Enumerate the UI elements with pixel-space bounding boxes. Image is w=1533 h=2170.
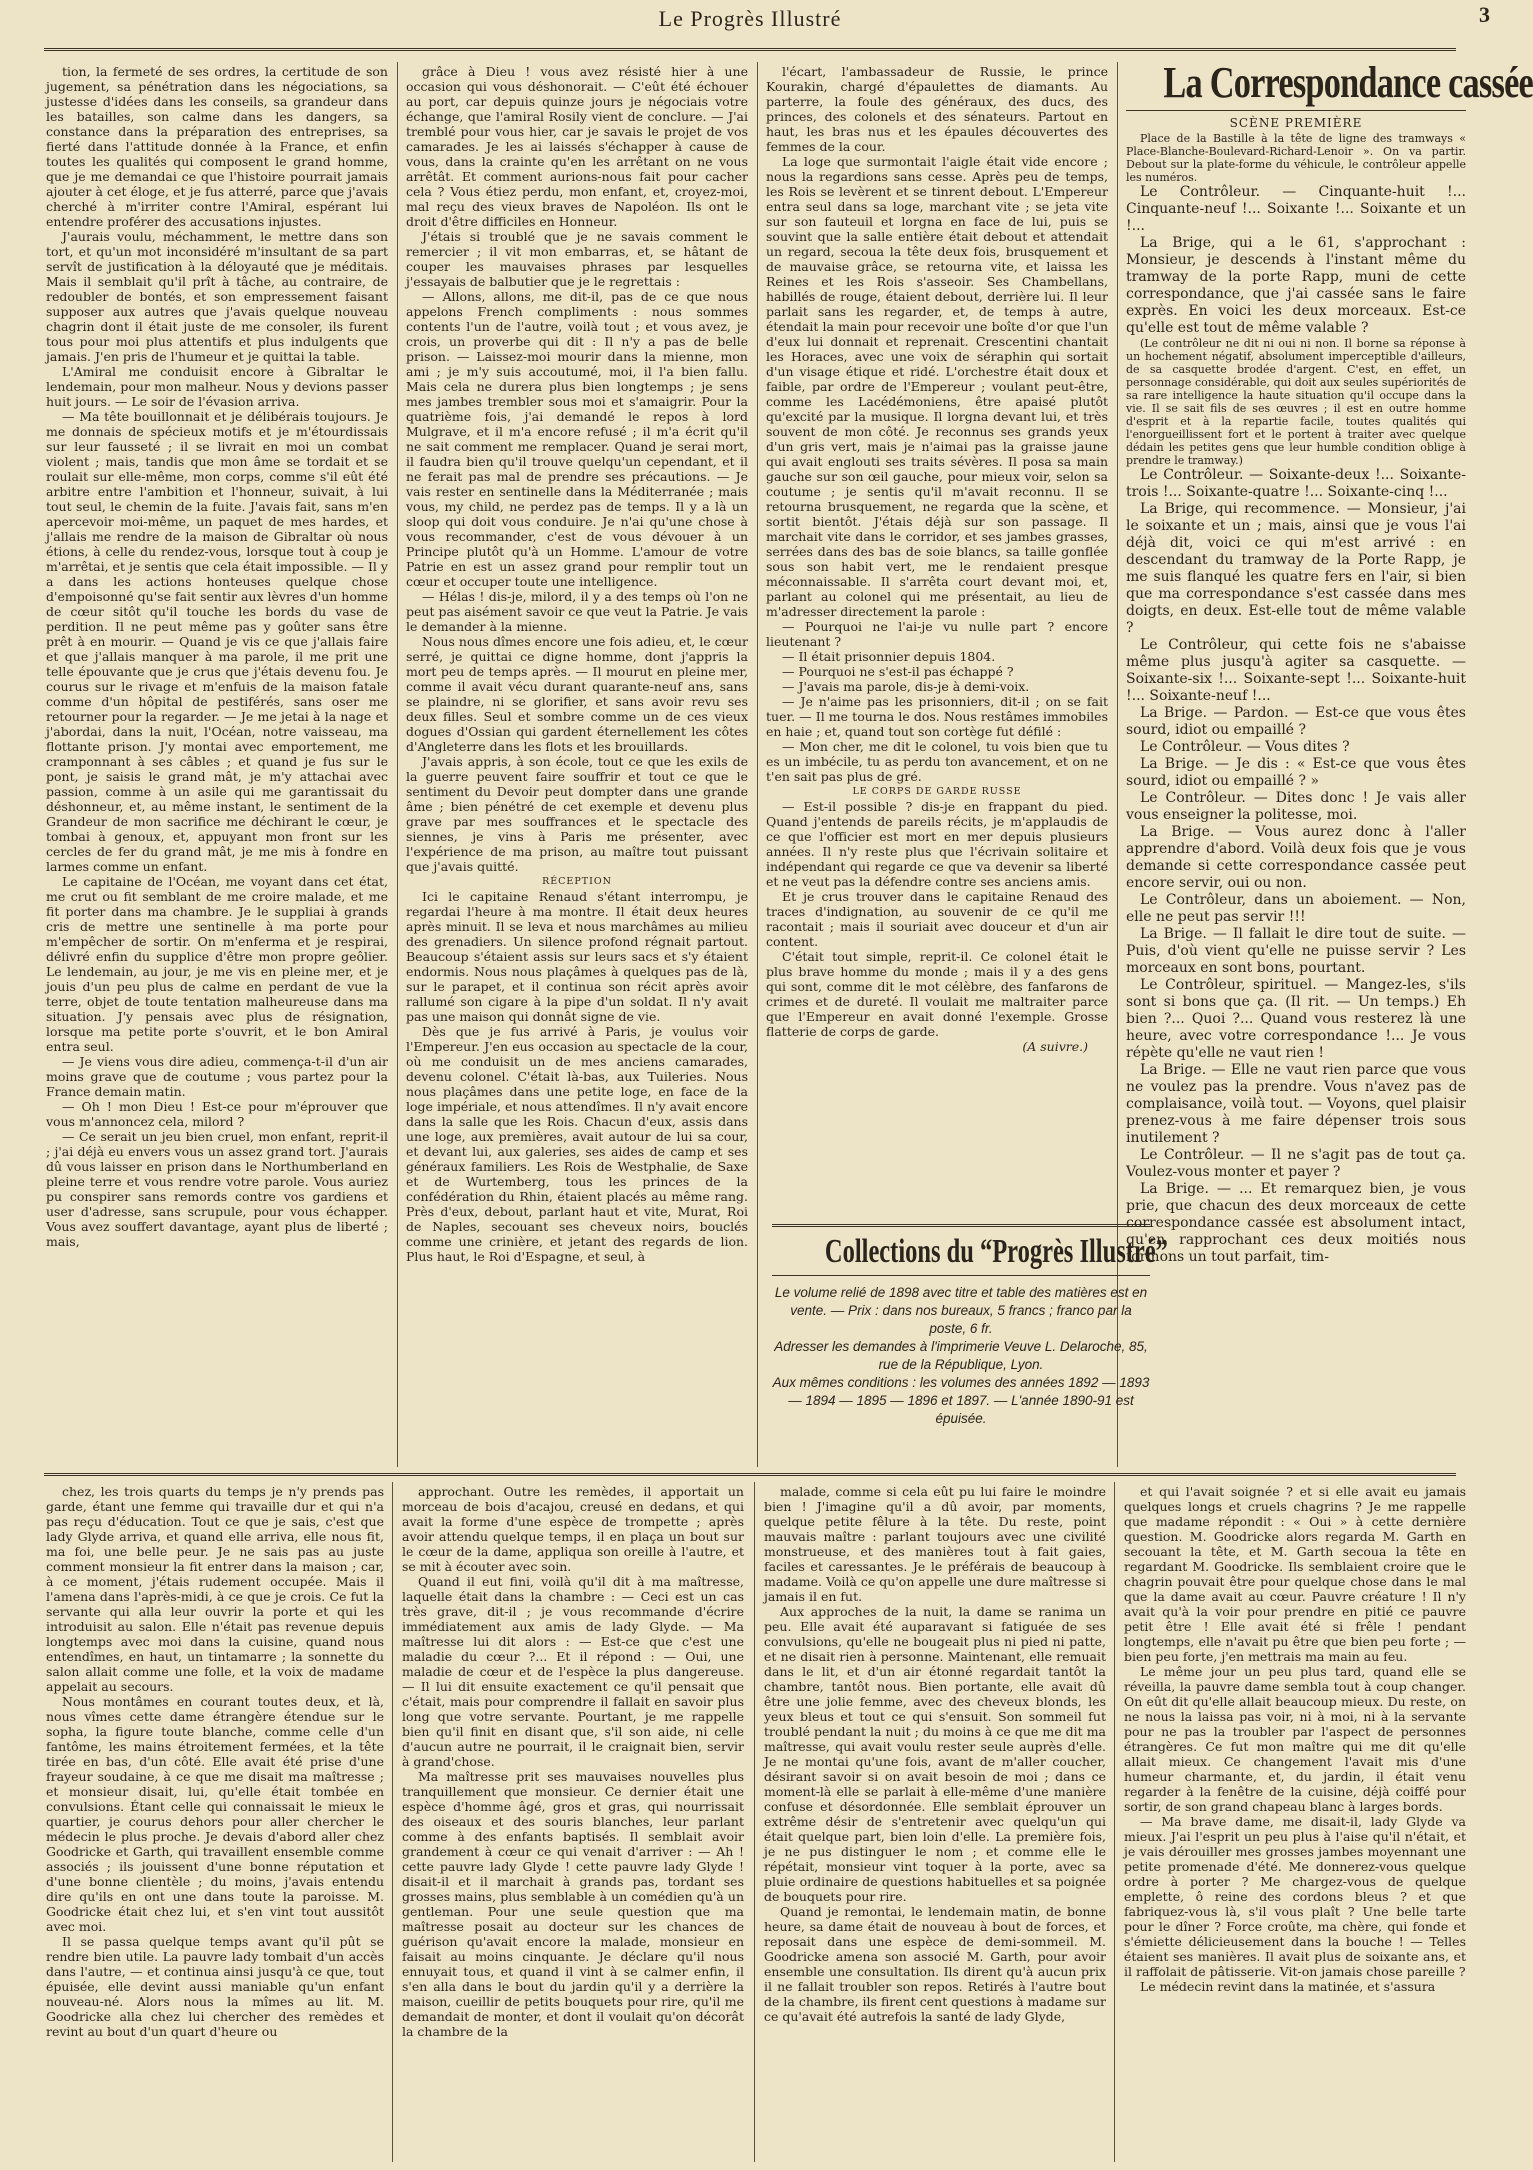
column-divider xyxy=(392,1482,393,2162)
dialogue-line: La Brige, qui recommence. — Monsieur, j'ai le soixante et un ; mais, ainsi que je vous l'ai déjà dit, voici ce qui m'est arrivé : en descendant du tramway de la Porte Rapp, je me suis flanqué les quatre fers en l'air, si bien que ma correspondance s'est cassée dans mes doigts, en deux. Est-elle tout de même valable ? xyxy=(1126,501,1466,636)
dialogue-line: La Brige. — Vous aurez donc à l'aller apprendre d'abord. Voilà deux fois que je vous demande si cette correspondance cassée peut encore servir, oui ou non. xyxy=(1126,824,1466,891)
paragraph: grâce à Dieu ! vous avez résisté hier à une occasion qui vous déshonorait. — C'eût été échouer au port, car depuis quinze jours je négociais votre échange, que l'amiral Rosily vient de conclure. — J'ai tremblé pour vous hier, car je savais le projet de vos camarades. Je les ai laissés s'échapper à cause de vous, dans la crainte qu'en les arrêtant on ne vous arrêtât. Et comment aurions-nous fait pour cacher cela ? Vous étiez perdu, mon enfant, et, croyez-moi, mal reçu des vieux braves de Napoléon. Ils ont le droit d'être difficiles en Honneur. xyxy=(406,64,748,229)
masthead-title: Le Progrès Illustré xyxy=(658,6,842,31)
paragraph: J'avais appris, à son école, tout ce que les exils de la guerre peuvent faire souffrir et tout ce que le sentiment du Devoir peut dompter dans une grande âme ; bien pénétré de cet exemple et devenu plus grave par mes souffrances et le spectacle des siennes, je vins à Paris me présenter, avec l'expérience de ma prison, au maître tout puissant que j'avais quitté. xyxy=(406,754,748,874)
stage-directions xyxy=(1126,132,1466,184)
paragraph: Le même jour un peu plus tard, quand elle se réveilla, la pauvre dame sembla tout à coup changer. On eût dit qu'elle allait beaucoup mieux. Du reste, on ne nous la laissa pas voir, ni à moi, ni à la servante pour ne pas la troubler par l'aspect de personnes étrangères. Ce fut mon maître qui me dit qu'elle allait mieux. Ce changement l'avait mis d'une humeur charmante, et, du jardin, il était venu regarder à la fenêtre de la cuisine, déjà coiffé pour sortir, de son grand chapeau blanc à larges bords. xyxy=(1124,1664,1466,1814)
paragraph: — Ma brave dame, me disait-il, lady Glyde va mieux. J'ai l'esprit un peu plus à l'aise qu'il n'était, et je vais dérouiller mes grosses jambes moyennant une petite promenade d'été. Me donnerez-vous quelque ordre à porter ? Me chargez-vous de quelque emplette, ô reine des cordons bleus ? et que fabriquez-vous là, s'il vous plaît ? Une belle tarte pour le dîner ? Force croûte, ma chère, qui fonde et s'émiette délicieusement dans la bouche ! — Telles étaient ses manières. Il avait plus de soixante ans, et il raffolait de pâtisserie. Vit-on jamais chose pareille ? xyxy=(1124,1814,1466,1979)
page-number: 3 xyxy=(1479,2,1490,27)
dialogue-line: La Brige. — Elle ne vaut rien parce que vous ne voulez pas la prendre. Vous n'avez pas de complaisance, voilà tout. — Voyons, quel plaisir prenez-vous à me faire dépenser trois sous inutilement ? xyxy=(1126,1062,1466,1146)
paragraph: tion, la fermeté de ses ordres, la certitude de son jugement, sa pénétration dans les négociations, sa justesse d'idées dans les conseils, sa grandeur dans les batailles, son calme dans les dangers, sa constance dans la préparation des entreprises, sa fierté dans l'attitude donnée à la France, et enfin toutes les qualités qui composent le grand homme, que je me demandai ce que l'histoire pourrait jamais ajouter à cet éloge, et je fus atterré, parce que j'avais cherché à m'irriter contre l'Amiral, espérant lui entendre proférer des accusations injustes. xyxy=(46,64,388,229)
paragraph: C'était tout simple, reprit-il. Ce colonel était le plus brave homme du monde ; mais il y a des gens qui sont, comme dit le mot célèbre, des fanfarons de crimes et de dureté. Il voulait me maltraiter parce que l'Empereur en avait donné l'exemple. Grosse flatterie de corps de garde. xyxy=(766,949,1108,1039)
notice-line: Aux mêmes conditions : les volumes des années 1892 — 1893 — 1894 — 1895 — 1896 et 1897. — L'année 1890-91 est épuisée. xyxy=(772,1375,1150,1426)
paragraph: chez, les trois quarts du temps je n'y prends pas garde, étant une femme qui travaille dur et qui n'a pas reçu d'éducation. Tout ce que je sais, c'est que lady Glyde arriva, et quand elle arriva, elle nous fit, ma foi, une belle peur. Je ne sais pas au juste comment monsieur la fit entrer dans la maison ; car, à ce moment, j'étais rudement occupée. Mais il l'amena dans l'après-midi, à ce que je crois. Ce fut la servante qui alla leur ouvrir la porte et qui les introduisit au salon. Elle n'était pas revenue depuis longtemps avec moi dans la cuisine, quand nous entendîmes, en haut, un tintamarre ; la sonnette du salon allait comme une folle, et la voix de madame appelait au secours. xyxy=(46,1484,384,1694)
dialogue-line: Le Contrôleur. — Soixante-deux !... Soixante-trois !... Soixante-quatre !... Soixante-cinq !... xyxy=(1126,467,1466,500)
section-heading: RÉCEPTION xyxy=(542,876,612,887)
dialogue-line: La Brige. — ... Et remarquez bien, je vous prie, que chacun des deux morceaux de cette correspondance cassée est absolument intact, qu'en rapprochant ces deux moitiés nous formons un tout parfait, tim- xyxy=(1126,1181,1466,1265)
article-column-1 xyxy=(46,64,388,1466)
paragraph: — Pourquoi ne s'est-il pas échappé ? xyxy=(782,664,1014,679)
feuilleton-column-1 xyxy=(46,1484,384,2162)
dialogue-line: La Brige. — Je dis : « Est-ce que vous êtes sourd, idiot ou empaillé ? » xyxy=(1126,756,1466,789)
title-rule xyxy=(1126,110,1466,111)
masthead-rule xyxy=(44,48,1456,51)
dialogue-line: Le Contrôleur. — Dites donc ! Je vais aller vous enseigner la politesse, moi. xyxy=(1126,790,1466,823)
dialogue-line: Le Contrôleur, dans un aboiement. — Non, elle ne peut pas servir !!! xyxy=(1126,892,1466,925)
paragraph: Ma maîtresse prit ses mauvaises nouvelles plus tranquillement que monsieur. Ce dernier était une espèce d'homme âgé, gros et gras, qui nourrissait des oiseaux et des souris blanches, leur parlant comme à des enfants baptisés. Il semblait avoir grandement à cœur ce qui venait d'arriver : — Ah ! cette pauvre lady Glyde ! cette pauvre lady Glyde ! disait-il et il marchait à grands pas, tordant ses grosses mains, plus semblable à un comédien qu'à un gentleman. Pour une seule question que ma maîtresse posait au docteur sur les chances de guérison qu'avait encore la malade, monsieur en faisait au moins cinquante. Je déclare qu'il nous ennuyait tous, et quand il vint à se calmer enfin, il s'en alla dans le bout du jardin qu'il y a derrière la maison, cueillir de petits bouquets pour rire, qu'il me demandait de monter, et dont il voulait qu'on décorât la chambre de la xyxy=(402,1769,744,2039)
collections-title: Collections du “Progrès Illustré” xyxy=(824,1233,1168,1270)
play-column xyxy=(1126,58,1533,1466)
dialogue-line: Le Contrôleur. — Vous dites ? xyxy=(1140,739,1350,755)
paragraph: malade, comme si cela eût pu lui faire le moindre bien ! J'imagine qu'il a dû avoir, par moments, quelque petite fêlure à la tête. Du reste, point mauvais maître : parlant toujours avec une civilité monstrueuse, et des manières tout à fait gaies, faciles et caressantes. Je le préférais de beaucoup à madame. Voilà ce qu'on appelle une dure maîtresse si jamais il en fut. xyxy=(764,1484,1106,1604)
feuilleton-column-2 xyxy=(402,1484,744,2162)
paragraph: — J'avais ma parole, dis-je à demi-voix. xyxy=(782,679,1030,694)
paragraph: — Mon cher, me dit le colonel, tu vois bien que tu es un imbécile, tu as perdu ton avancement, et on ne t'en sait pas plus de gré. xyxy=(766,739,1108,784)
paragraph: Dès que je fus arrivé à Paris, je voulus voir l'Empereur. J'en eus occasion au spectacle de la cour, où me conduisit un de mes anciens camarades, devenu colonel. C'était là-bas, aux Tuileries. Nous nous plaçâmes dans une petite loge, en face de la loge impériale, et nous attendîmes. Il n'y avait encore dans la salle que les Rois. Chacun d'eux, assis dans une loge, aux premières, avait autour de lui sa cour, et devant lui, aux galeries, ses aides de camp et ses généraux familiers. Les Rois de Westphalie, de Saxe et de Wurtemberg, tous les princes de la confédération du Rhin, étaient placés au même rang. Près d'eux, debout, parlant haut et vite, Murat, Roi de Naples, secouant ses cheveux noirs, bouclés comme une crinière, et jetant des regards de lion. Plus haut, le Roi d'Espagne, et seul, à xyxy=(406,1024,748,1264)
paragraph: Nous nous dîmes encore une fois adieu, et, le cœur serré, je quittai ce digne homme, dont j'appris la mort peu de temps après. — Il mourut en pleine mer, comme il avait vécu durant quarante-neuf ans, sans se plaindre, ni se glorifier, et sans avoir revu ses deux filles. Seul et sombre comme un de ces vieux dogues d'Ossian qui gardent éternellement les côtes d'Angleterre dans les flots et les brouillards. xyxy=(406,634,748,754)
paragraph: Le capitaine de l'Océan, me voyant dans cet état, me crut ou fit semblant de me croire malade, et me fit porter dans ma chambre. Je le suppliai à grands cris de mettre une sentinelle à ma porte pour m'empêcher de sortir. On m'enferma et je respirai, délivré enfin du supplice d'être mon propre geôlier. Le lendemain, au jour, je me vis en pleine mer, et je jouis d'un peu plus de calme en perdant de vue la terre, objet de toute tentation malheureuse dans ma situation. J'y pensais avec plus de résignation, lorsque ma petite porte s'ouvrit, et le bon Amiral entra seul. xyxy=(46,874,388,1054)
stage-text: Place de la Bastille à la tête de ligne des tramways « Place-Blanche-Boulevard-Richard-Lenoir ». On va partir. Debout sur la plate-forme du véhicule, le contrôleur appelle les numéros. xyxy=(1126,132,1466,184)
paragraph: l'écart, l'ambassadeur de Russie, le prince Kourakin, chargé d'épaulettes de diamants. Au parterre, la foule des généraux, des ducs, des princes, des colonels et des sénateurs. Partout en haut, les bras nus et les épaules découvertes des femmes de la cour. xyxy=(766,64,1108,154)
paragraph: — Je viens vous dire adieu, commença-t-il d'un air moins grave que de coutume ; vous partez pour la France demain matin. xyxy=(46,1054,388,1099)
collections-body xyxy=(772,1284,1150,1428)
paragraph: — Ma tête bouillonnait et je délibérais toujours. Je me donnais de spécieux motifs et je m'étourdissais sur leur fausseté ; il se livrait en moi un combat violent ; mais, tandis que mon âme se tordait et se roulait sur elle-même, mon corps, comme s'il eût été arbitre entre l'ambition et l'honneur, suivait, à lui tout seul, le chemin de la fuite. J'avais fait, sans m'en apercevoir moi-même, un paquet de mes hardes, et j'allais me rendre de la maison de Gibraltar où nous étions, à celle du rendez-vous, lorsque tout à coup je m'arrêtai, et je sentis que cela était impossible. — Il y a dans les actions honteuses quelque chose d'empoisonné qu'se fait sentir aux lèvres d'un homme de cœur sitôt qu'il touche les bords du vase de perdition. Il ne peut même pas y goûter sans être prêt à en mourir. — Quand je vis ce que j'allais faire et que j'allais manquer à ma parole, il me prit une telle épouvante que je crus que j'étais devenu fou. Je courus sur le rivage et m'enfuis de la maison fatale comme d'un hôpital de pestiférés, sans oser me retourner pour la regarder. — Je me jetai à la nage et j'abordai, dans la nuit, l'Océan, notre vaisseau, ma flottante prison. J'y montai avec emportement, me cramponnant à ses câbles ; et quand je fus sur le pont, je saisis le grand mât, je m'y attachai avec passion, comme à un asile qui me garantissait du déshonneur, et, au même instant, le sentiment de la Grandeur de mon sacrifice me déchirant le cœur, je tombai à genoux, et, appuyant mon front sur les cercles de fer du grand mât, je me mis à fondre en larmes comme un enfant. xyxy=(46,409,388,874)
to-be-continued: (A suivre.) xyxy=(1022,1039,1088,1054)
paragraph: Nous montâmes en courant toutes deux, et là, nous vîmes cette dame étrangère étendue sur le sopha, la figure toute blanche, comme celle d'un fantôme, les mains étroitement fermées, et la tête tirée en bas, d'un côté. Elle avait été prise d'une frayeur soudaine, à ce que me disait ma maîtresse ; et monsieur disait, lui, qu'elle était tombée en convulsions. Étant celle qui connaissait le mieux le quartier, je courus dehors pour aller chercher le médecin le plus proche. Je devais d'abord aller chez Goodricke et Garth, qui travaillent ensemble comme associés ; ils jouissent d'une bonne réputation et d'une bonne clientèle ; du moins, j'avais entendu dire qu'ils en ont une dans toute la paroisse. M. Goodricke était chez lui, et s'en vint tout aussitôt avec moi. xyxy=(46,1694,384,1934)
paragraph: — Ce serait un jeu bien cruel, mon enfant, reprit-il ; j'ai déjà eu envers vous un assez grand tort. J'aurais dû vous laisser en prison dans le Northumberland en pleine terre et vous rendre votre parole. Vous auriez pu conspirer sans remords contre vos gardiens et user d'adresse, sans scrupule, pour vous échapper. Vous avez souffert davantage, ayant plus de liberté ; mais, xyxy=(46,1129,388,1249)
paragraph: Quand je remontai, le lendemain matin, de bonne heure, sa dame était de nouveau à bout de forces, et reposait dans une espèce de demi-sommeil. M. Goodricke amena son associé M. Garth, pour avoir ensemble une consultation. Ils dirent qu'à aucun prix il ne fallait troubler son repos. Retirés à l'autre bout de la chambre, ils firent cent questions à madame sur ce qu'avait été autrefois la santé de lady Glyde, xyxy=(764,1904,1106,2024)
paragraph: Aux approches de la nuit, la dame se ranima un peu. Elle avait été auparavant si fatiguée de ses convulsions, qu'elle ne bougeait plus ni pied ni patte, et ne disait rien à personne. Maintenant, elle remuait dans le lit, et d'un air étonné regardait tantôt la chambre, tantôt nous. Bien portante, elle avait dû être une jolie femme, avec des cheveux blonds, les yeux bleus et tout ce qui s'ensuit. Son sommeil fut troublé pendant la nuit ; du moins à ce que me dit ma maîtresse, qui avait voulu rester seule auprès d'elle. Je ne montai qu'une fois, avant de m'aller coucher, désirant savoir si on avait besoin de moi ; dans ce moment-là elle se parlait à elle-même d'une manière confuse et désordonnée. Elle semblait éprouver un extrême désir de s'entretenir avec quelqu'un qui était quelque part, bien loin d'elle. La première fois, je ne pus distinguer le nom ; et comme elle le répétait, monsieur vint toquer à la porte, avec sa pluie ordinaire de questions habituelles et sa poignée de bouquets pour rire. xyxy=(764,1604,1106,1904)
section-heading: LE CORPS DE GARDE RUSSE xyxy=(852,786,1022,797)
dialogue-line: La Brige. — Pardon. — Est-ce que vous êtes sourd, idiot ou empaillé ? xyxy=(1126,705,1466,738)
paragraph: — Il était prisonnier depuis 1804. xyxy=(782,649,996,664)
dialogue-line: La Brige, qui a le 61, s'approchant : Monsieur, je descends à l'instant même du tramway de la porte Rapp, muni de cette correspondance, que j'ai cassée sans le faire exprès. En voici les deux morceaux. Est-ce qu'elle est tout de même valable ? xyxy=(1126,235,1466,336)
dialogue-line: Le Contrôleur, qui cette fois ne s'abaisse même plus jusqu'à agiter sa casquette. — Soixante-six !... Soixante-sept !... Soixante-huit !... Soixante-neuf !... xyxy=(1126,637,1466,704)
paragraph: — Allons, allons, me dit-il, pas de ce que nous appelons French compliments : nous sommes contents l'un de l'autre, voilà tout ; et vous avez, je crois, un proverbe qui dit : Il n'y a pas de belle prison. — Laissez-moi mourir dans la mienne, mon ami ; je m'y suis accoutumé, moi, il l'a bien fallu. Mais cela ne durera plus bien longtemps ; je sens mes jambes trembler sous moi et s'amaigrir. Pour la quatrième fois, j'ai demandé le repos à lord Mulgrave, et il m'a encore refusé ; il m'a écrit qu'il ne sait comment me remplacer. Quand je serai mort, il faudra bien qu'il trouve quelqu'un cependant, et il ne ferait pas mal de prendre ses précautions. — Je vais rester en sentinelle dans la Méditerranée ; mais vous, my child, ne perdez pas de temps. Il y a là un sloop qui doit vous conduire. Je n'ai qu'une chose à vous recommander, c'est de vous dévouer à un Principe plutôt qu'à un Homme. L'amour de votre Patrie en est un assez grand pour remplir tout un cœur et occuper toute une intelligence. xyxy=(406,289,748,589)
paragraph: J'aurais voulu, méchamment, le mettre dans son tort, et qu'un mot inconsidéré m'insultant de sa part servît de justification à la déloyauté que je méditais. Mais il semblait qu'il prît à tâche, au contraire, de redoubler de bontés, et son empressement faisant supposer aux autres que j'avais quelque nouveau chagrin dont il était juste de me consoler, ils furent tous pour moi plus attentifs et plus indulgents que jamais. J'en pris de l'humeur et je quittai la table. xyxy=(46,229,388,364)
notice-line: Adresser les demandes à l'imprimerie Veuve L. Delaroche, 85, rue de la République, Lyon. xyxy=(774,1339,1148,1372)
paragraph: J'étais si troublé que je ne savais comment le remercier ; il vit mon embarras, et, se hâtant de couper les mauvaises phrases par lesquelles j'essayais de balbutier que je le regrettais : xyxy=(406,229,748,289)
paragraph: — Oh ! mon Dieu ! Est-ce pour m'éprouver que vous m'annoncez cela, milord ? xyxy=(46,1099,388,1129)
play-title: La Correspondance cassée xyxy=(1163,58,1533,107)
column-divider xyxy=(754,1482,755,2162)
paragraph: approchant. Outre les remèdes, il apportait un morceau de bois d'acajou, creusé en dedans, et qui avait la forme d'une espèce de trompette ; après avoir attendu quelque temps, il en plaça un bout sur le cœur de la dame, appliqua son oreille à l'autre, et se mit à écouter avec soin. xyxy=(402,1484,744,1574)
paragraph: L'Amiral me conduisit encore à Gibraltar le lendemain, pour mon malheur. Nous y devions passer huit jours. — Le soir de l'évasion arriva. xyxy=(46,364,388,409)
dialogue-line: La Brige. — Il fallait le dire tout de suite. — Puis, d'où vient qu'elle ne puisse servir ? Les morceaux en sont bons, pourtant. xyxy=(1126,926,1466,976)
paragraph: — Je n'aime pas les prisonniers, dit-il ; on se fait tuer. — Il me tourna le dos. Nous restâmes immobiles en haie ; et, quand tout son cortège fut défilé : xyxy=(766,694,1108,739)
dialogue-line: Le Contrôleur, spirituel. — Mangez-les, s'ils sont si bons que ça. (Il rit. — Un temps.) Eh bien ?... Quoi ?... Quand vous resterez là une heure, avec votre correspondance !... Je vous répète qu'elle ne vaut rien ! xyxy=(1126,977,1466,1061)
paragraph: — Hélas ! dis-je, milord, il y a des temps où l'on ne peut pas aisément savoir ce que veut la Patrie. Je vais le demander à la mienne. xyxy=(406,589,748,634)
dialogue-line: Le Contrôleur. — Cinquante-huit !... Cinquante-neuf !... Soixante !... Soixante et un !... xyxy=(1126,184,1466,234)
paragraph: La loge que surmontait l'aigle était vide encore ; nous la regardions sans cesse. Après peu de temps, les Rois se levèrent et se tinrent debout. L'Empereur entra seul dans sa loge, marchant vite ; se jeta vite sur son fauteuil et lorgna en face de lui, puis se souvint que la salle entière était debout et attendait un regard, secoua la tête deux fois, brusquement et de mauvaise grâce, se retourna vite, et laissa les Reines et les Rois s'asseoir. Ses Chambellans, habillés de rouge, étaient debout, derrière lui. Il leur parlait sans les regarder, et, de temps à autre, étendait la main pour recevoir une boîte d'or que l'un d'eux lui donnait et reprenait. Crescentini chantait les Horaces, avec une voix de séraphin qui sortait d'un visage étique et ridé. L'orchestre était doux et faible, par ordre de l'Empereur ; voulant peut-être, comme les Lacédémoniens, être apaisé plutôt qu'excité par la musique. Il lorgna devant lui, et très souvent de mon côté. Je reconnus ses grands yeux d'un gris vert, mais je n'aimai pas la graisse jaune qui avait englouti ses traits sévères. Il posa sa main gauche sur son œil gauche, pour mieux voir, selon sa coutume ; je sentis qu'il m'avait reconnu. Il se retourna brusquement, ne regarda que la scène, et sortit bientôt. J'étais déjà sur son passage. Il marchait vite dans le corridor, et ses jambes grasses, serrées dans des bas de soie blancs, sa taille gonflée sous son habit vert, me le rendaient presque méconnaissable. Il s'arrêta court devant moi, et, parlant au colonel qui me présentait, au lieu de m'adresser directement la parole : xyxy=(766,154,1108,619)
paragraph: et qui l'avait soignée ? et si elle avait eu jamais quelques longs et cruels chagrins ? Je me rappelle que madame répondit : « Oui » à cette dernière question. M. Goodricke alors regarda M. Garth en secouant la tête, et M. Garth secoua la tête en regardant M. Goodricke. Ils semblaient croire que le chagrin pouvait être pour quelque chose dans le mal que la dame avait au cœur. Pauvre créature ! Il n'y avait qu'à la voir pour prendre en pitié ce pauvre petit être ! Elle avait été si frêle ! pendant longtemps, elle n'avait pu être que bien peu forte ; — bien peu forte, j'en mettrais ma main au feu. xyxy=(1124,1484,1466,1664)
dialogue-line: Le Contrôleur. — Il ne s'agit pas de tout ça. Voulez-vous monter et payer ? xyxy=(1126,1147,1466,1180)
paragraph: Il se passa quelque temps avant qu'il pût se rendre bien utile. La pauvre lady tombait d'un accès dans l'autre, — et continua ainsi jusqu'à ce que, tout épuisée, elle devint aussi maniable qu'un enfant nouveau-né. Alors nous la mîmes au lit. M. Goodricke alla chez lui chercher des remèdes et revint au bout d'un quart d'heure ou xyxy=(46,1934,384,2039)
notice-rule xyxy=(772,1224,1150,1227)
paragraph: — Est-il possible ? dis-je en frappant du pied. Quand j'entends de pareils récits, je m'applaudis de ce que l'officier est mort en mer depuis plusieurs années. Il n'y reste plus que l'écrivain solitaire et indépendant qui regarde ce que va devenir sa liberté et ne veut pas la défendre contre ses anciens amis. xyxy=(766,799,1108,889)
column-divider xyxy=(397,62,398,1467)
article-column-2 xyxy=(406,64,748,1466)
paragraph: Et je crus trouver dans le capitaine Renaud des traces d'indignation, au souvenir de ce qu'il me racontait ; mais il souriait avec douceur et d'un air content. xyxy=(766,889,1108,949)
paragraph: Le médecin revint dans la matinée, et s'assura xyxy=(1140,1979,1436,1994)
scene-heading: SCÈNE PREMIÈRE xyxy=(1229,116,1363,130)
article-column-3 xyxy=(766,64,1108,1212)
feuilleton-column-3 xyxy=(764,1484,1106,2162)
feuilleton-column-4 xyxy=(1124,1484,1466,2162)
notice-line: Le volume relié de 1898 avec titre et table des matières est en vente. — Prix : dans nos bureaux, 5 francs ; franco par la poste, 6 fr. xyxy=(774,1285,1148,1336)
feuilleton-rule xyxy=(44,1473,1456,1476)
paragraph: — Pourquoi ne l'ai-je vu nulle part ? encore lieutenant ? xyxy=(766,619,1108,649)
notice-rule xyxy=(772,1275,1150,1276)
collections-notice xyxy=(772,1218,1168,1463)
column-divider xyxy=(757,62,758,1467)
paragraph: Ici le capitaine Renaud s'étant interrompu, je regardai l'heure à ma montre. Il était deux heures après minuit. Il se leva et nous marchâmes au milieu des grenadiers. Un silence profond régnait partout. Beaucoup s'étaient assis sur leurs sacs et s'y étaient endormis. Nous nous plaçâmes à quelques pas de là, sur le parapet, et il continua son récit après avoir rallumé son cigare à la pipe d'un soldat. Il n'y avait pas une maison qui donnât signe de vie. xyxy=(406,889,748,1024)
column-divider xyxy=(1114,1482,1115,2162)
paragraph: Quand il eut fini, voilà qu'il dit à ma maîtresse, laquelle était dans la chambre : — Ceci est un cas très grave, dit-il ; je vous recommande d'écrire immédiatement aux amis de lady Glyde. — Ma maîtresse lui dit alors : — Est-ce que c'est une maladie du cœur ?... Et il répond : — Oui, une maladie de cœur et de l'espèce la plus dangereuse. — Il lui dit ensuite exactement ce qu'il pensait que c'était, mais pour comprendre il fallait en savoir plus long que votre servante. Pourtant, je me rappelle bien qu'il finit en disant que, s'il son aide, ni celle d'aucun autre ne pourrait, il le craignait bien, servir à grand'chose. xyxy=(402,1574,744,1769)
stage-note: (Le contrôleur ne dit ni oui ni non. Il borne sa réponse à un hochement négatif, absolument imperceptible d'ailleurs, de sa casquette brodée d'argent. C'est, en effet, un personnage considérable, qui doit aux seules supériorités de sa rare intelligence la haute situation qu'il occupe dans la vie. Il se sait fils de ses œuvres ; il est en outre homme d'esprit et à la repartie facile, toutes qualités qui l'enorgueillissent fort et le portent à traiter avec quelque dédain les petites gens que leur humble condition oblige à prendre le tramway.) xyxy=(1126,337,1466,467)
